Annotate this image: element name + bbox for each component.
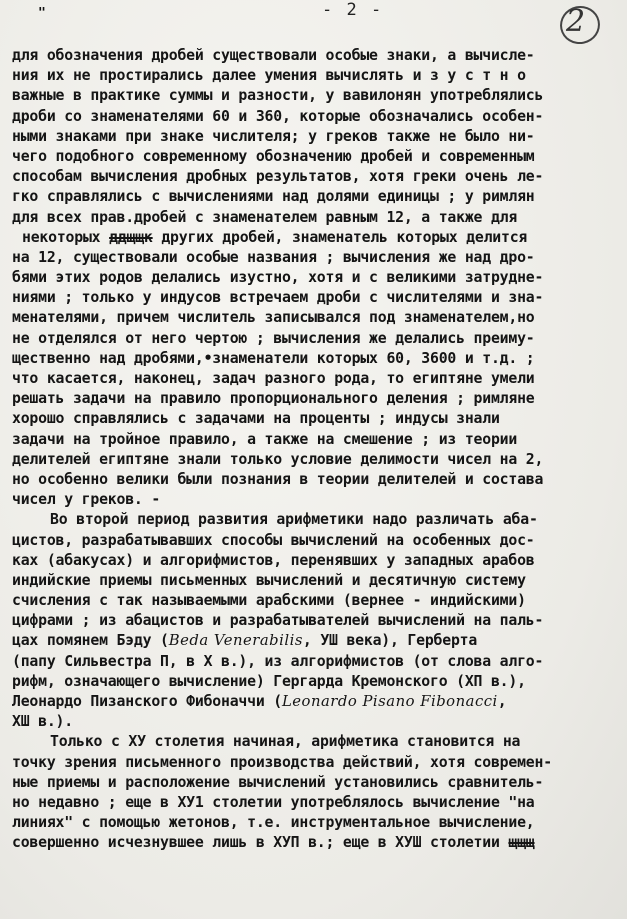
text-line xyxy=(12,248,624,268)
line-text: Во второй период развития арифметики надо различать аба- xyxy=(50,511,538,529)
line-text: хорошо справлялись с задачами на проценты ; индусы знали xyxy=(12,410,500,428)
text-line xyxy=(12,187,624,207)
text-line xyxy=(12,349,624,369)
line-text: ния их не простирались далее умения вычислять и з у с т н о xyxy=(12,67,526,85)
line-text: ными знаками при знаке числителя; у греков также не было ни- xyxy=(12,127,535,145)
line-text: совершенно исчезнувшее лишь в ХУП в.; еще в ХУШ столетии xyxy=(12,834,509,852)
text-line xyxy=(12,773,624,793)
line-text: других дробей, знаменатель которых делится xyxy=(152,228,528,246)
text-line xyxy=(12,409,624,429)
page-number: - 2 - xyxy=(322,0,384,20)
text-line xyxy=(12,228,624,248)
line-text: Леонардо Пизанского Фибоначчи ( xyxy=(12,693,282,710)
text-line xyxy=(12,329,624,349)
line-text: некоторых xyxy=(22,228,110,246)
text-line xyxy=(12,531,624,551)
line-text: для обозначения дробей существовали особые знаки, а вычисле- xyxy=(12,47,535,64)
line-text: цистов, разрабатывавших способы вычислений на особенных дос- xyxy=(12,531,535,549)
line-text: , xyxy=(497,693,507,710)
text-line xyxy=(12,793,624,813)
text-line xyxy=(12,147,624,167)
text-line xyxy=(12,631,624,651)
line-text: рифм, означающего вычисление) Гергарда Кремонского (ХП в.), xyxy=(12,672,526,690)
handwritten-page-number: 2 xyxy=(566,4,586,39)
text-line xyxy=(12,692,624,712)
text-line xyxy=(12,672,624,692)
text-line xyxy=(12,127,624,147)
text-line xyxy=(12,208,624,228)
line-text: чего подобного современному обозначению дробей и современным xyxy=(12,147,535,165)
struck-text: щщщ xyxy=(508,834,535,852)
body-text xyxy=(12,46,624,854)
line-text: чисел у греков. - xyxy=(12,491,161,509)
corner-mark: " xyxy=(38,6,46,21)
line-text: (папу Сильвестра П, в X в.), из алгорифмистов (от слова алго- xyxy=(12,652,544,670)
text-line xyxy=(12,66,624,86)
line-text: цифрами ; из абацистов и разрабатывателей вычислений на паль- xyxy=(12,612,544,630)
line-text: цах помянем Бэду ( xyxy=(12,632,169,650)
line-text: линиях" с помощью жетонов, т.е. инструментальное вычисление, xyxy=(12,814,535,832)
text-line xyxy=(12,369,624,389)
text-line xyxy=(12,86,624,106)
line-text: что касается, наконец, задач разного рода, то египтяне умели xyxy=(12,370,535,387)
text-line xyxy=(12,167,624,187)
line-text: менателями, причем числитель записывался под знаменателем,но xyxy=(12,309,535,327)
text-line xyxy=(12,470,624,490)
text-line xyxy=(12,833,624,853)
line-text: решать задачи на правило пропорционального деления ; римляне xyxy=(12,390,535,408)
line-text: не отделялся от него чертою ; вычисления же делались преиму- xyxy=(12,329,535,347)
line-text: задачи на тройное правило, а также на смешение ; из теории xyxy=(12,430,518,448)
text-line xyxy=(12,107,624,127)
line-text: ные приемы и расположение вычислений установились сравнитель- xyxy=(12,773,544,791)
line-text: дроби со знаменателями 60 и 360, которые обозначались особен- xyxy=(12,107,544,125)
text-line xyxy=(12,490,624,510)
line-text: Только с ХУ столетия начиная, арифметика становится на xyxy=(50,733,521,751)
text-line xyxy=(12,652,624,672)
text-line xyxy=(12,288,624,308)
text-line xyxy=(12,591,624,611)
line-text: важные в практике суммы и разности, у вавилонян употреблялись xyxy=(12,87,544,105)
text-line xyxy=(12,571,624,591)
text-line xyxy=(12,430,624,450)
line-text: бями этих родов делались изустно, хотя и с великими затрудне- xyxy=(12,269,544,287)
line-text: щественно над дробями,•знаменатели которых 60, 3600 и т.д. ; xyxy=(12,349,535,367)
line-text: ниями ; только у индусов встречаем дроби с числителями и зна- xyxy=(12,289,544,307)
line-text: индийские приемы письменных вычислений и десятичную систему xyxy=(12,571,526,589)
line-text: точку зрения письменного производства действий, хотя современ- xyxy=(12,753,552,771)
struck-text: ддщщк xyxy=(109,228,153,246)
line-text: , УШ века), Герберта xyxy=(302,632,478,650)
text-line xyxy=(12,813,624,833)
line-text: ХШ в.). xyxy=(12,713,73,731)
text-line xyxy=(12,611,624,631)
text-line xyxy=(12,450,624,470)
line-text: способам вычисления дробных результатов, хотя греки очень ле- xyxy=(12,168,544,186)
text-line xyxy=(12,732,624,752)
text-line xyxy=(12,268,624,288)
text-line xyxy=(12,551,624,571)
line-text: гко справлялись с вычислениями над долями единицы ; у римлян xyxy=(12,188,535,206)
text-line xyxy=(12,46,624,66)
handwritten-insert: Beda Venerabilis xyxy=(168,632,303,650)
handwritten-insert: Leonardo Pisano Fibonacci xyxy=(281,693,498,710)
line-text: ках (абакусах) и алгорифмистов, перенявших у западных арабов xyxy=(12,551,535,569)
text-line xyxy=(12,308,624,328)
line-text: на 12, существовали особые названия ; вычисления же над дро- xyxy=(12,248,535,266)
line-text: счисления с так называемыми арабскими (вернее - индийскими) xyxy=(12,592,526,610)
line-text: но особенно велики были познания в теории делителей и состава xyxy=(12,470,544,488)
text-line xyxy=(12,389,624,409)
text-line xyxy=(12,712,624,732)
text-line xyxy=(12,510,624,530)
line-text: делителей египтяне знали только условие делимости чисел на 2, xyxy=(12,450,544,468)
line-text: но недавно ; еще в ХУ1 столетии употреблялось вычисление "на xyxy=(12,793,535,811)
text-line xyxy=(12,753,624,773)
line-text: для всех прав.дробей с знаменателем равным 12, а также для xyxy=(12,208,518,226)
